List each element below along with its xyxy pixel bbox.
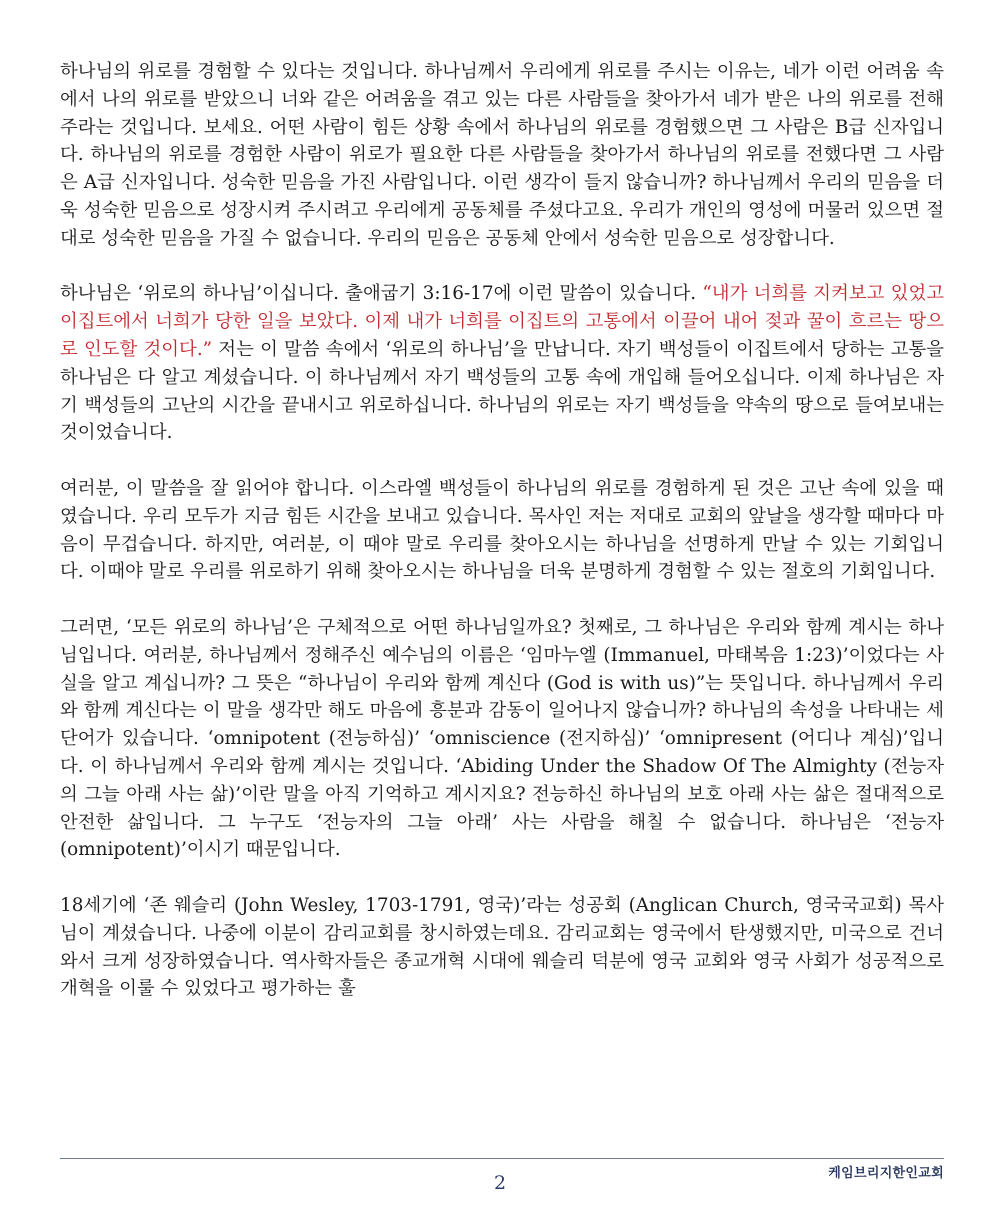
page-number: 2 bbox=[493, 1172, 507, 1194]
paragraph-2 bbox=[60, 280, 944, 447]
paragraph-1: 하나님의 위로를 경험할 수 있다는 것입니다. 하나님께서 우리에게 위로를 주시는 이유는, 네가 이런 어려움 속에서 나의 위로를 받았으니 너와 같은 어려움을 겪고 있는 다른 사람들을 찾아가서 네가 받은 나의 위로를 전해주라는 것입니다. 보세요. 어떤 사람이 힘든 상황 속에서 하나님의 위로를 경험했으면 그 사람은 B급 신자입니다. 하나님의 위로를 경험한 사람이 위로가 필요한 다른 사람들을 찾아가서 하나님의 위로를 전했다면 그 사람은 A급 신자입니다. 성숙한 믿음을 가진 사람입니다. 이런 생각이 들지 않습니까? 하나님께서 우리의 믿음을 더욱 성숙한 믿음으로 성장시켜 주시려고 우리에게 공동체를 주셨다고요. 우리가 개인의 영성에 머물러 있으면 절대로 성숙한 믿음을 가질 수 없습니다. 우리의 믿음은 공동체 안에서 성숙한 믿음으로 성장합니다. bbox=[60, 61, 944, 249]
paragraph-5: 18세기에 ‘존 웨슬리 (John Wesley, 1703-1791, 영국)’라는 성공회 (Anglican Church, 영국국교회) 목사님이 계셨습니다. 나중에 이분이 감리교회를 창시하였는데요. 감리교회는 영국에서 탄생했지만, 미국으로 건너와서 크게 성장하였습니다. 역사학자들은 종교개혁 시대에 웨슬리 덕분에 영국 교회와 영국 사회가 성공적으로 개혁을 이룰 수 있었다고 평가하는 훌 bbox=[60, 894, 944, 1000]
paragraph-2-rest: 저는 이 말씀 속에서 ‘위로의 하나님’을 만납니다. 자기 백성들이 이집트에서 당하는 고통을 하나님은 다 알고 계셨습니다. 이 하나님께서 자기 백성들의 고통 속에 개입해 들어오십니다. 이제 하나님은 자기 백성들의 고난의 시간을 끝내시고 위로하십니다. 하나님의 위로는 자기 백성들을 약속의 땅으로 들여보내는 것이었습니다. bbox=[60, 338, 944, 444]
paragraph-4: 그러면, ‘모든 위로의 하나님’은 구체적으로 어떤 하나님일까요? 첫째로, 그 하나님은 우리와 함께 계시는 하나님입니다. 여러분, 하나님께서 정해주신 예수님의 이름은 ‘임마누엘 (Immanuel, 마태복음 1:23)’이었다는 사실을 알고 계십니까? 그 뜻은 “하나님이 우리와 함께 계신다 (God is with us)”는 뜻입니다. 하나님께서 우리와 함께 계신다는 이 말을 생각만 해도 마음에 흥분과 감동이 일어나지 않습니까? 하나님의 속성을 나타내는 세 단어가 있습니다. ‘omnipotent (전능하심)’ ‘omniscience (전지하심)’ ‘omnipresent (어디나 계심)’입니다. 이 하나님께서 우리와 함께 계시는 것입니다. ‘Abiding Under the Shadow Of The Almighty (전능자의 그늘 아래 사는 삶)’이란 말을 아직 기억하고 계시지요? 전능하신 하나님의 보호 아래 사는 삶은 절대적으로 안전한 삶입니다. 그 누구도 ‘전능자의 그늘 아래’ 사는 사람을 해칠 수 없습니다. 하나님은 ‘전능자 (omnipotent)’이시기 때문입니다. bbox=[60, 616, 944, 861]
church-name: 케임브리지한인교회 bbox=[828, 1166, 944, 1181]
sermon-body bbox=[60, 58, 944, 1003]
paragraph-2-intro: 하나님은 ‘위로의 하나님’이십니다. 출애굽기 3:16-17에 이런 말씀이 있습니다. bbox=[60, 283, 703, 305]
scripture-quote: “내가 너희를 지켜보고 있었고 이집트에서 너희가 당한 일을 보았다. 이제 내가 너희를 이집트의 고통에서 이끌어 내어 젖과 꿀이 흐르는 땅으로 인도할 것이다.” bbox=[60, 283, 944, 360]
paragraph-3: 여러분, 이 말씀을 잘 읽어야 합니다. 이스라엘 백성들이 하나님의 위로를 경험하게 된 것은 고난 속에 있을 때였습니다. 우리 모두가 지금 힘든 시간을 보내고 있습니다. 목사인 저는 저대로 교회의 앞날을 생각할 때마다 마음이 무겁습니다. 하지만, 여러분, 이 때야 말로 우리를 찾아오시는 하나님을 선명하게 만날 수 있는 기회입니다. 이때야 말로 우리를 위로하기 위해 찾아오시는 하나님을 더욱 분명하게 경험할 수 있는 절호의 기회입니다. bbox=[60, 477, 944, 583]
footer-divider bbox=[60, 1158, 944, 1159]
